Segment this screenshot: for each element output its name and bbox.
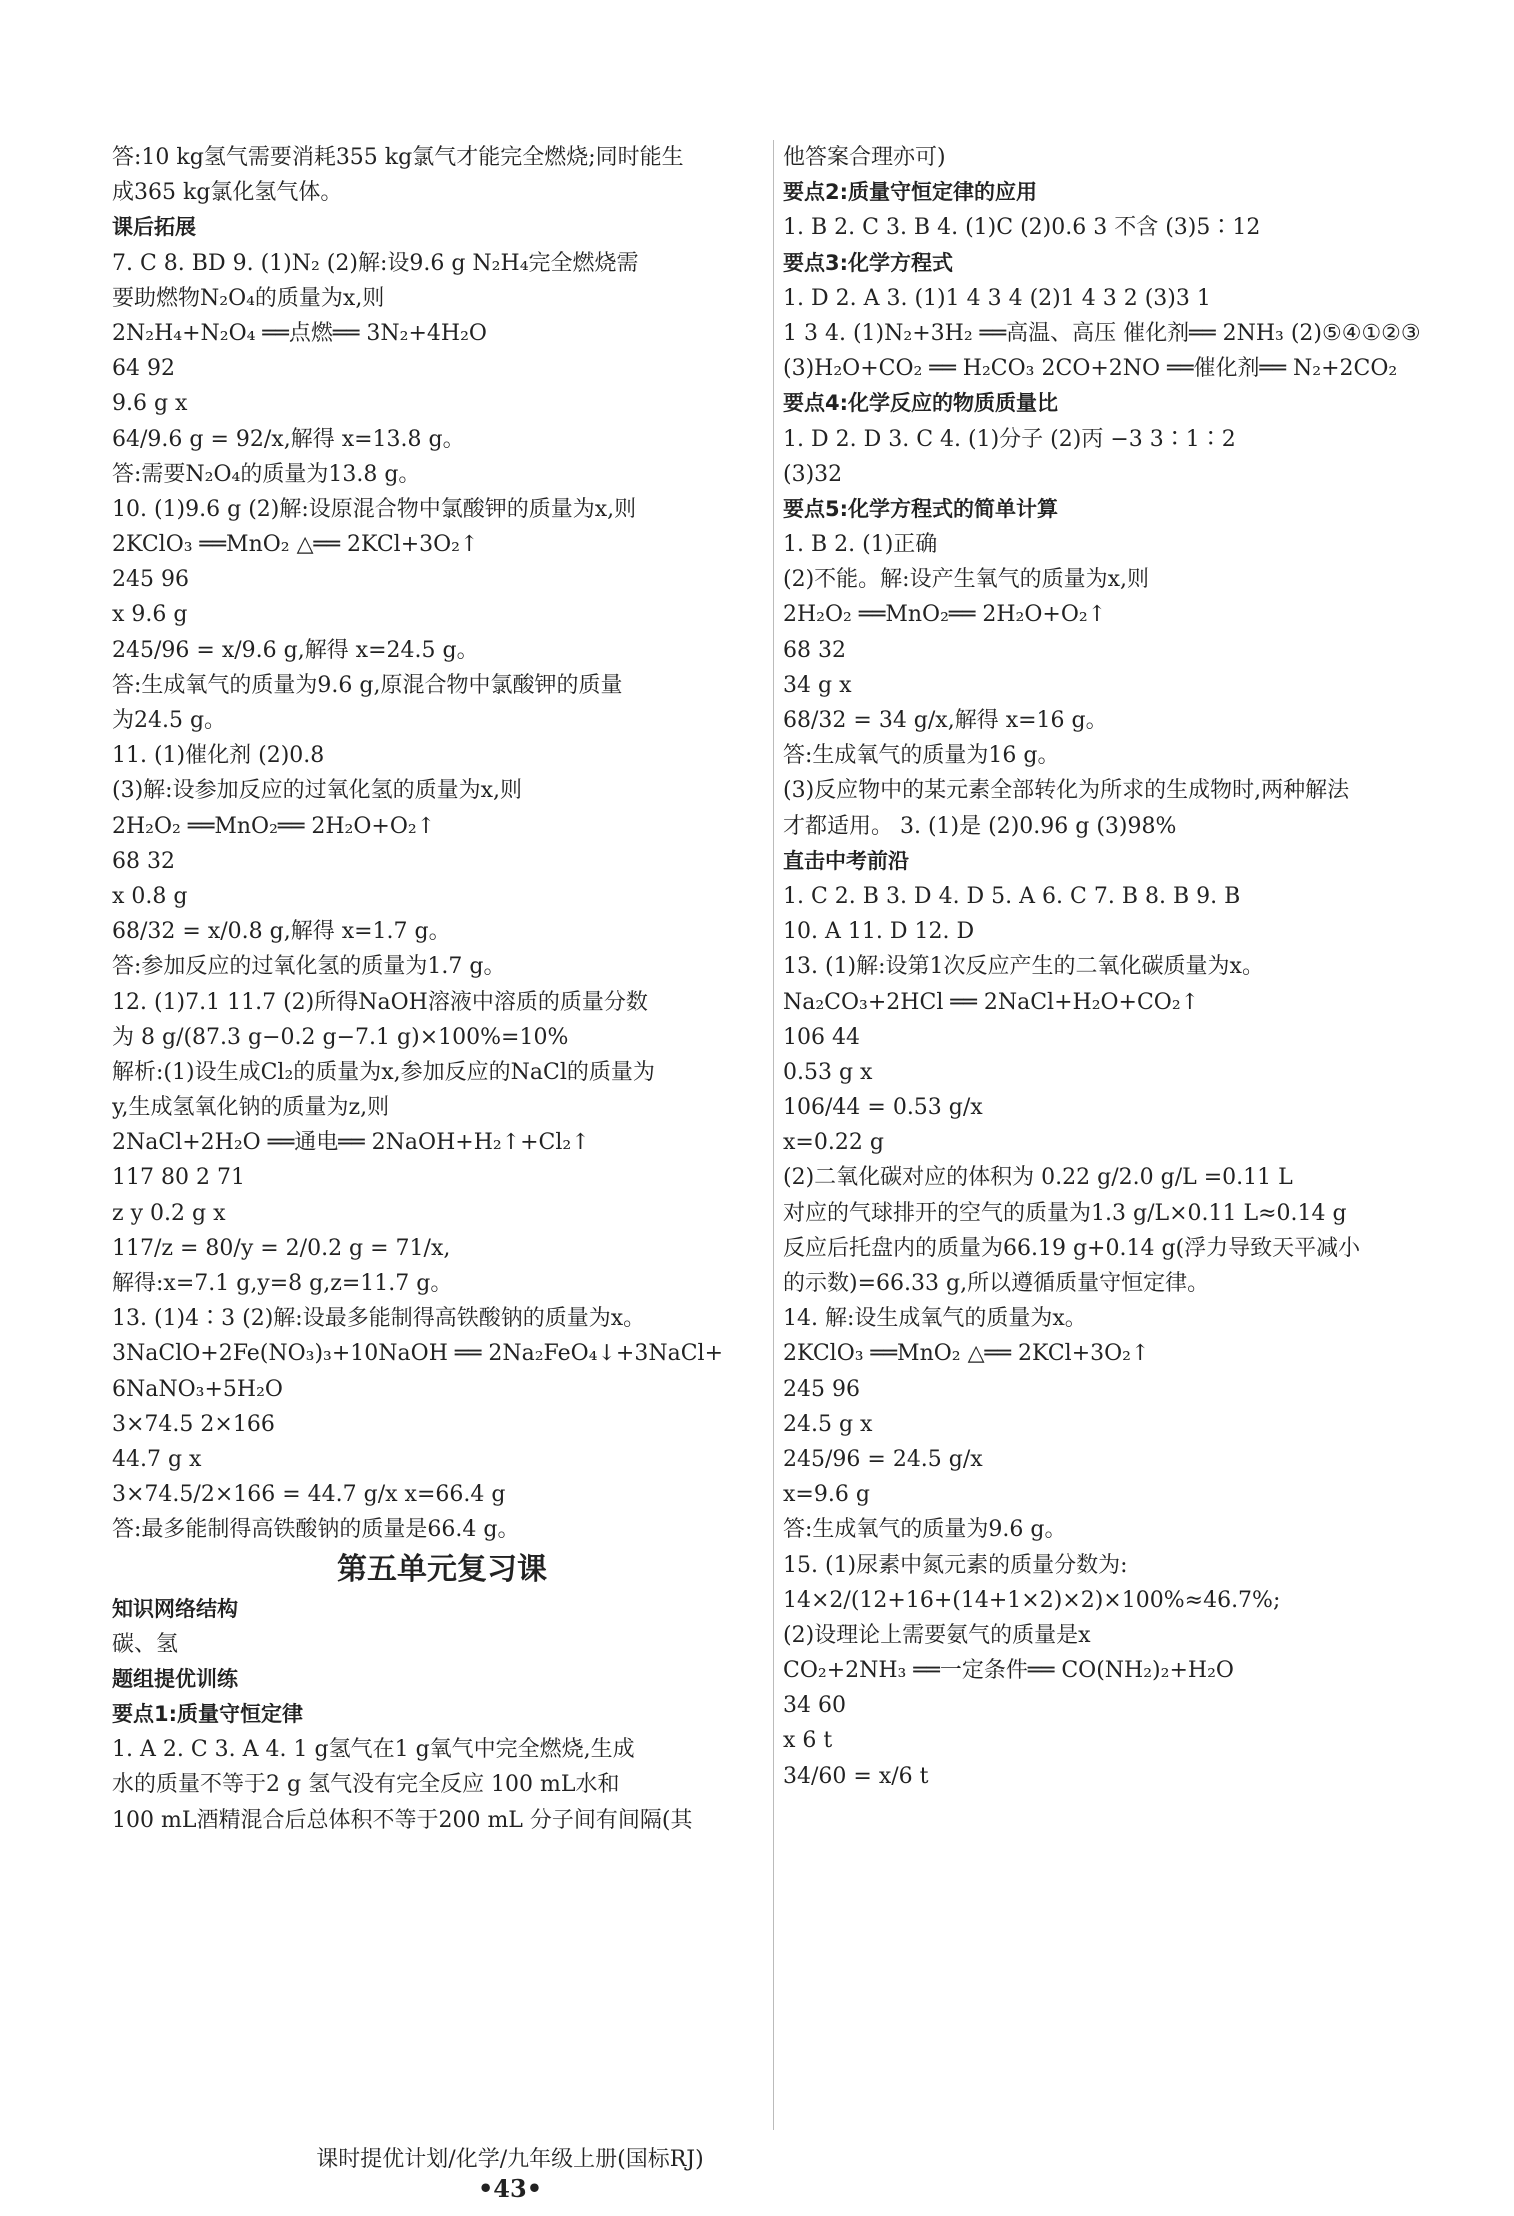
- text-line: 9.6 g x: [112, 391, 188, 417]
- text-line: 245/96 = x/9.6 g,解得 x=24.5 g。: [112, 637, 479, 663]
- text-line: 6NaNO₃+5H₂O: [112, 1376, 283, 1402]
- text-line: 的示数)=66.33 g,所以遵循质量守恒定律。: [783, 1271, 1210, 1296]
- text-line: 为24.5 g。: [112, 708, 227, 733]
- text-line: z y 0.2 g x: [112, 1200, 226, 1226]
- section-heading: 要点5:化学方程式的简单计算: [783, 496, 1059, 521]
- text-line: 3×74.5 2×166: [112, 1411, 275, 1437]
- text-line: 24.5 g x: [783, 1411, 873, 1437]
- text-line: 3×74.5/2×166 = 44.7 g/x x=66.4 g: [112, 1482, 506, 1508]
- text-line: 解析:(1)设生成Cl₂的质量为x,参加反应的NaCl的质量为: [112, 1059, 655, 1085]
- text-line: x=9.6 g: [783, 1482, 870, 1508]
- text-line: 1. C 2. B 3. D 4. D 5. A 6. C 7. B 8. B 9. B: [783, 883, 1241, 909]
- text-line: 1. B 2. C 3. B 4. (1)C (2)0.6 3 不含 (3)5∶12: [783, 215, 1261, 241]
- text-line: 14. 解:设生成氧气的质量为x。: [783, 1306, 1087, 1332]
- text-line: 解得:x=7.1 g,y=8 g,z=11.7 g。: [112, 1271, 453, 1296]
- text-line: Na₂CO₃+2HCl ══ 2NaCl+H₂O+CO₂↑: [783, 989, 1200, 1015]
- text-line: 1 3 4. (1)N₂+3H₂ ══高温、高压 催化剂══ 2NH₃ (2)⑤④①②③: [783, 320, 1421, 346]
- left-column: [112, 140, 772, 1838]
- text-line: (3)反应物中的某元素全部转化为所求的生成物时,两种解法: [783, 778, 1350, 804]
- text-line: 68 32: [783, 637, 846, 663]
- section-heading: 题组提优训练: [112, 1666, 238, 1691]
- text-line: (3)H₂O+CO₂ ══ H₂CO₃ 2CO+2NO ══催化剂══ N₂+2CO₂: [783, 356, 1398, 382]
- text-line: x=0.22 g: [783, 1130, 884, 1156]
- section-title: 第五单元复习课: [337, 1551, 547, 1587]
- text-line: 68 32: [112, 848, 175, 874]
- text-line: 答:10 kg氢气需要消耗355 kg氯气才能完全燃烧;同时能生: [112, 145, 684, 170]
- text-line: 反应后托盘内的质量为66.19 g+0.14 g(浮力导致天平减小: [783, 1235, 1361, 1261]
- text-line: 34 g x: [783, 672, 852, 698]
- text-line: 答:参加反应的过氧化氢的质量为1.7 g。: [112, 954, 506, 980]
- text-line: 14×2/(12+16+(14+1×2)×2)×100%≈46.7%;: [783, 1587, 1281, 1613]
- text-line: 106 44: [783, 1024, 860, 1050]
- text-line: 68/32 = x/0.8 g,解得 x=1.7 g。: [112, 919, 451, 945]
- text-line: CO₂+2NH₃ ══一定条件══ CO(NH₂)₂+H₂O: [783, 1658, 1234, 1684]
- text-line: 1. D 2. A 3. (1)1 4 3 4 (2)1 4 3 2 (3)3 1: [783, 285, 1211, 311]
- text-line: 1. A 2. C 3. A 4. 1 g氢气在1 g氧气中完全燃烧,生成: [112, 1737, 635, 1763]
- text-line: 7. C 8. BD 9. (1)N₂ (2)解:设9.6 g N₂H₄完全燃烧需: [112, 250, 639, 276]
- text-line: 106/44 = 0.53 g/x: [783, 1095, 983, 1121]
- text-line: x 0.8 g: [112, 883, 188, 909]
- right-column: [783, 140, 1443, 1794]
- text-line: 水的质量不等于2 g 氢气没有完全反应 100 mL水和: [112, 1772, 620, 1798]
- section-heading: 知识网络结构: [112, 1596, 238, 1621]
- section-heading: 要点3:化学方程式: [783, 250, 954, 275]
- text-line: 答:生成氧气的质量为9.6 g。: [783, 1517, 1067, 1543]
- text-line: 117 80 2 71: [112, 1165, 245, 1191]
- text-line: 3NaClO+2Fe(NO₃)₃+10NaOH ══ 2Na₂FeO₄↓+3NaCl+: [112, 1341, 724, 1367]
- section-heading: 课后拓展: [112, 215, 196, 240]
- text-line: 34 60: [783, 1693, 846, 1719]
- text-line: 答:需要N₂O₄的质量为13.8 g。: [112, 461, 421, 487]
- text-line: 15. (1)尿素中氮元素的质量分数为:: [783, 1552, 1128, 1578]
- text-line: 2KClO₃ ══MnO₂ △══ 2KCl+3O₂↑: [783, 1341, 1150, 1367]
- text-line: 2H₂O₂ ══MnO₂══ 2H₂O+O₂↑: [112, 813, 436, 839]
- text-line: 2N₂H₄+N₂O₄ ══点燃══ 3N₂+4H₂O: [112, 320, 487, 346]
- text-line: 44.7 g x: [112, 1446, 202, 1472]
- text-line: 10. A 11. D 12. D: [783, 919, 975, 945]
- text-line: 0.53 g x: [783, 1059, 873, 1085]
- text-line: 为 8 g/(87.3 g−0.2 g−7.1 g)×100%=10%: [112, 1024, 569, 1050]
- text-line: 64/9.6 g = 92/x,解得 x=13.8 g。: [112, 426, 465, 452]
- text-line: 答:生成氧气的质量为16 g。: [783, 743, 1060, 769]
- text-line: 1. B 2. (1)正确: [783, 532, 938, 558]
- text-line: (2)设理论上需要氨气的质量是x: [783, 1622, 1091, 1648]
- text-line: y,生成氢氧化钠的质量为z,则: [112, 1095, 390, 1121]
- text-line: 64 92: [112, 356, 175, 382]
- text-line: 2KClO₃ ══MnO₂ △══ 2KCl+3O₂↑: [112, 532, 479, 558]
- book-series-label: 课时提优计划/化学/九年级上册(国标RJ): [316, 2147, 704, 2172]
- text-line: 100 mL酒精混合后总体积不等于200 mL 分子间有间隔(其: [112, 1807, 693, 1833]
- text-line: 2H₂O₂ ══MnO₂══ 2H₂O+O₂↑: [783, 602, 1107, 628]
- text-line: x 9.6 g: [112, 602, 188, 628]
- text-line: 对应的气球排开的空气的质量为1.3 g/L×0.11 L≈0.14 g: [783, 1200, 1347, 1226]
- text-line: 13. (1)4∶3 (2)解:设最多能制得高铁酸钠的质量为x。: [112, 1306, 646, 1332]
- text-line: (3)32: [783, 461, 843, 487]
- text-line: (2)二氧化碳对应的体积为 0.22 g/2.0 g/L =0.11 L: [783, 1165, 1293, 1191]
- text-line: 他答案合理亦可): [783, 145, 946, 170]
- text-line: 碳、氢: [112, 1631, 179, 1657]
- text-line: 117/z = 80/y = 2/0.2 g = 71/x,: [112, 1235, 451, 1261]
- text-line: 34/60 = x/6 t: [783, 1763, 929, 1789]
- text-line: (2)不能。解:设产生氧气的质量为x,则: [783, 567, 1149, 593]
- text-line: 答:生成氧气的质量为9.6 g,原混合物中氯酸钾的质量: [112, 672, 623, 698]
- text-line: 才都适用。 3. (1)是 (2)0.96 g (3)98%: [783, 813, 1177, 839]
- text-line: 答:最多能制得高铁酸钠的质量是66.4 g。: [112, 1517, 520, 1543]
- text-line: 成365 kg氯化氢气体。: [112, 180, 343, 206]
- text-line: 要助燃物N₂O₄的质量为x,则: [112, 285, 385, 311]
- text-line: 245/96 = 24.5 g/x: [783, 1446, 983, 1472]
- text-line: 11. (1)催化剂 (2)0.8: [112, 743, 325, 769]
- text-line: x 6 t: [783, 1728, 833, 1754]
- text-line: 1. D 2. D 3. C 4. (1)分子 (2)丙 −3 3∶1∶2: [783, 426, 1236, 452]
- section-heading: 要点2:质量守恒定律的应用: [783, 180, 1038, 205]
- text-line: 68/32 = 34 g/x,解得 x=16 g。: [783, 708, 1108, 733]
- text-line: 13. (1)解:设第1次反应产生的二氧化碳质量为x。: [783, 954, 1264, 980]
- section-heading: 要点4:化学反应的物质质量比: [783, 391, 1059, 416]
- text-line: (3)解:设参加反应的过氧化氢的质量为x,则: [112, 778, 522, 804]
- text-line: 245 96: [112, 567, 189, 593]
- section-heading: 要点1:质量守恒定律: [112, 1702, 304, 1727]
- section-heading: 直击中考前沿: [783, 848, 909, 873]
- column-divider: [773, 140, 774, 2130]
- text-line: 12. (1)7.1 11.7 (2)所得NaOH溶液中溶质的质量分数: [112, 989, 648, 1015]
- text-line: 2NaCl+2H₂O ══通电══ 2NaOH+H₂↑+Cl₂↑: [112, 1130, 590, 1156]
- text-line: 10. (1)9.6 g (2)解:设原混合物中氯酸钾的质量为x,则: [112, 496, 637, 522]
- text-line: 245 96: [783, 1376, 860, 1402]
- page-number: •43•: [477, 2174, 543, 2203]
